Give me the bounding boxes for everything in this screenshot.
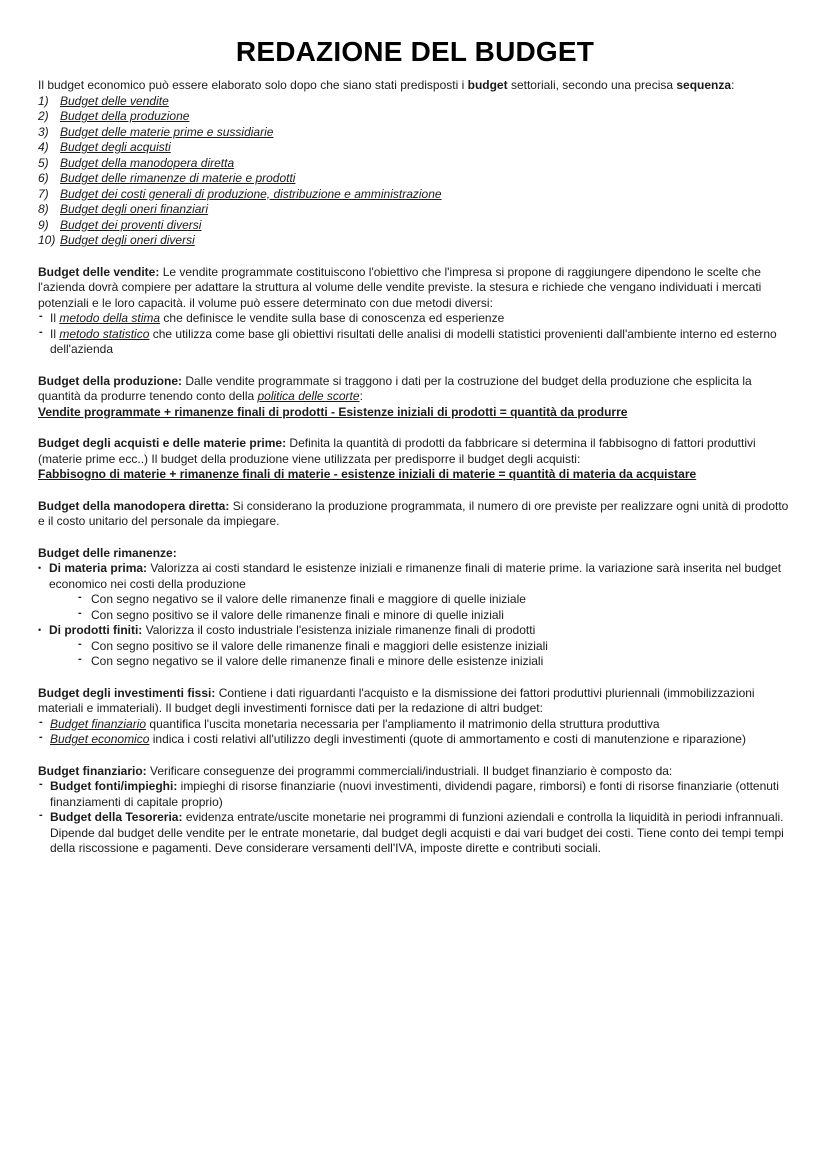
list-item-text [91,592,792,608]
dash-icon: - [39,809,43,821]
text-run: Dalle vendite programmate si traggono i dati per la costruzione del budget della produzione che esplicita la quantità da produrre tenendo conto della [38,373,752,403]
list-item [75,654,792,670]
formula-line: Fabbisogno di materie + rimanenze finali di materie - esistenze iniziali di materie = quantità di materia da acquistare [38,467,697,481]
list-number: 7) [38,186,49,201]
list-item [75,592,792,608]
text-run: politica delle scorte [257,389,360,403]
list-item-label: Budget della manodopera diretta [60,155,235,170]
text-run: Valorizza il costo industriale l'esistenza iniziale rimanenze finali di prodotti [142,623,536,637]
text-run: Con segno negativo se il valore delle rimanenze finali e maggiore di quelle iniziale [91,592,526,606]
paragraph [38,686,792,717]
sequence-item [38,156,792,172]
text-run: Contiene i dati riguardanti l'acquisto e la dismissione dei fattori produttivi pluriennali (immobilizzazioni materiali e immateriali). Il budget degli investimenti fornisce dati per la redazione di altri budget: [38,685,755,715]
list-item-label: Budget degli oneri finanziari [60,202,209,216]
text-run: indica i costi relativi all'utilizzo degli investimenti (quote di ammortamento e costi di manutenzione e riparazione) [149,732,746,746]
dash-icon: - [78,637,82,650]
sequence-item [38,218,792,234]
text-run: che utilizza come base gli obiettivi risultati delle analisi di modelli statistici provenienti dall'ambiente interno ed esterno dell'azienda [50,326,777,356]
list-item-label: Budget degli acquisti [60,140,171,154]
text-run: metodo statistico [59,326,150,341]
list-item-text [50,810,792,857]
text-run: impieghi di risorse finanziarie (nuovi investimenti, dividendi pagare, rimborsi) e fonti di risorse finanziarie (ottenuti finanziamenti di capitale proprio) [50,779,779,809]
list-number: 2) [38,109,49,123]
list-item [38,311,792,327]
list-item-text [91,639,792,655]
list-item-label: Budget dei costi generali di produzione, distribuzione e amministrazione [60,186,442,201]
list-item [38,717,792,733]
dash-icon: - [39,731,43,743]
list-item-text [50,327,792,358]
paragraph [38,764,792,780]
list-item-label: Budget delle materie prime e sussidiarie [60,124,274,139]
dash-icon: - [78,591,82,603]
section-budget-rimanenze [38,546,792,670]
text-run: Budget degli acquisti e delle materie prime: [38,436,287,450]
text-run: Budget della manodopera diretta: [38,498,230,513]
text-run: : [731,78,735,92]
text-run: Valorizza ai costi standard le esistenze iniziali e rimanenze finali di materie prime. la variazione sarà inserita nel budget economico nei costi della produzione [49,561,782,591]
sequence-list [38,94,792,249]
sequence-item [38,171,792,187]
text-run: Le vendite programmate costituiscono l'obiettivo che l'impresa si propone di raggiungere dipendono le scelte che l'azienda dovrà compiere per adattare la struttura al volume delle vendite previste. la stesura e richiede che vengano individuati i mercati potenziali e le loro capacità. il volume può essere determinato con due metodi diversi: [38,264,762,310]
section-budget-vendite [38,265,792,358]
text-run: Definita la quantità di prodotti da fabbricare si determina il fabbisogno di fattori produttivi (materie prime ecc..) Il budget della produzione viene utilizzata per predisporre il budget degli acquisti: [38,436,756,466]
dash-icon: - [39,778,43,790]
text-run: che definisce le vendite sulla base di conoscenza ed esperienze [160,311,505,325]
sequence-item [38,140,792,156]
list-number: 10) [38,233,56,247]
list-number: 8) [38,202,49,216]
paragraph [38,546,792,562]
list-item-label: Budget dei proventi diversi [60,217,202,232]
sequence-item [38,125,792,141]
text-run: Si considerano la produzione programmata, il numero di ore previste per realizzare ogni unità di prodotto e il costo unitario del personale da impiegare. [38,498,789,528]
list-item-text [50,732,792,748]
list-number: 3) [38,124,49,139]
text-run: Budget finanziario: [38,763,147,778]
list-item [75,639,792,655]
section-budget-manodopera [38,499,792,530]
list-item-text [91,608,792,624]
text-run: Il [50,326,60,341]
list-item-text [49,623,792,639]
dash-icon: - [78,653,82,665]
list-item [38,779,792,810]
text-run: Budget finanziario [50,716,147,731]
text-run: Budget della Tesoreria: [50,810,183,824]
paragraph [38,78,792,94]
list-item-text [50,717,792,733]
list-item [75,608,792,624]
sequence-item [38,94,792,110]
list-item [38,732,792,748]
text-run: Il [50,311,60,325]
dash-icon: - [39,325,43,338]
text-run: metodo della stima [59,311,161,325]
list-number: 1) [38,93,49,108]
text-run: quantifica l'uscita monetaria necessaria per l'ampliamento il matrimonio della struttura produttiva [146,716,660,731]
text-run: Budget delle rimanenze: [38,545,177,560]
text-run: settoriali, secondo una precisa [507,78,677,92]
list-item-text [49,561,792,592]
list-number: 6) [38,171,49,185]
text-run: Con segno positivo se il valore delle rimanenze finali e maggiori delle esistenze iniziali [91,638,548,653]
section-budget-finanziario [38,764,792,857]
sequence-item [38,202,792,218]
text-run: sequenza [676,78,732,92]
dash-icon: - [39,715,43,728]
list-item [38,327,792,358]
bullet-icon: • [38,625,42,635]
formula-line: Vendite programmate + rimanenze finali di prodotti - Esistenze iniziali di prodotti = quantità da produrre [38,404,628,419]
list-item [38,623,792,639]
paragraph [38,374,792,405]
list-number: 4) [38,140,49,154]
text-run: Budget degli investimenti fissi: [38,685,216,700]
bullet-icon: • [38,563,42,573]
text-run: Di prodotti finiti: [49,623,143,637]
text-run: Budget delle vendite: [38,264,160,279]
sequence-item [38,233,792,249]
sequence-item [38,187,792,203]
text-run: Di materia prima: [49,561,148,575]
list-item-label: Budget delle rimanenze di materie e prodotti [60,171,296,185]
sequence-item [38,109,792,125]
dash-icon: - [78,606,82,619]
page-title: REDAZIONE DEL BUDGET [235,36,595,67]
list-item-label: Budget degli oneri diversi [60,233,195,247]
list-item-text [50,779,792,810]
text-run: : [359,389,363,403]
text-run: Con segno positivo se il valore delle rimanenze finali e minore di quelle iniziali [91,607,504,622]
paragraph [38,436,792,467]
list-item-text [50,311,792,327]
list-number: 9) [38,217,49,232]
text-run: Il budget economico può essere elaborato solo dopo che siano stati predisposti i [38,78,468,92]
list-item [38,810,792,857]
text-run: Budget economico [50,732,150,746]
text-run: evidenza entrate/uscite monetarie nei programmi di funzioni aziendali e controlla la liquidità in periodi infrannuali. Dipende dal budget delle vendite per le entrate monetarie, dal budget degli acquisti e dai vari budget dei costi. Tiene conto dei tempi tempi della riscossione e pagamenti. Deve considerare versamenti dell'IVA, imposte dirette e contributi sociali. [50,810,784,855]
list-item-text [91,654,792,670]
section-budget-acquisti [38,436,792,483]
list-item [38,561,792,592]
paragraph [38,265,792,312]
dash-icon: - [39,310,43,322]
text-run: Budget della produzione: [38,373,182,388]
list-item-label: Budget della produzione [60,109,190,123]
text-run: Verificare conseguenze dei programmi commerciali/industriali. Il budget finanziario è composto da: [146,763,673,778]
list-item-label: Budget delle vendite [60,93,169,108]
paragraph [38,499,792,530]
section-budget-investimenti-fissi [38,686,792,748]
text-run: budget [467,78,508,92]
document-body [38,78,792,857]
text-run: Con segno negativo se il valore delle rimanenze finali e minore delle esistenze iniziali [91,654,544,668]
text-run: Budget fonti/impieghi: [50,779,178,793]
section-intro [38,78,792,249]
list-number: 5) [38,155,49,170]
section-budget-produzione [38,374,792,421]
